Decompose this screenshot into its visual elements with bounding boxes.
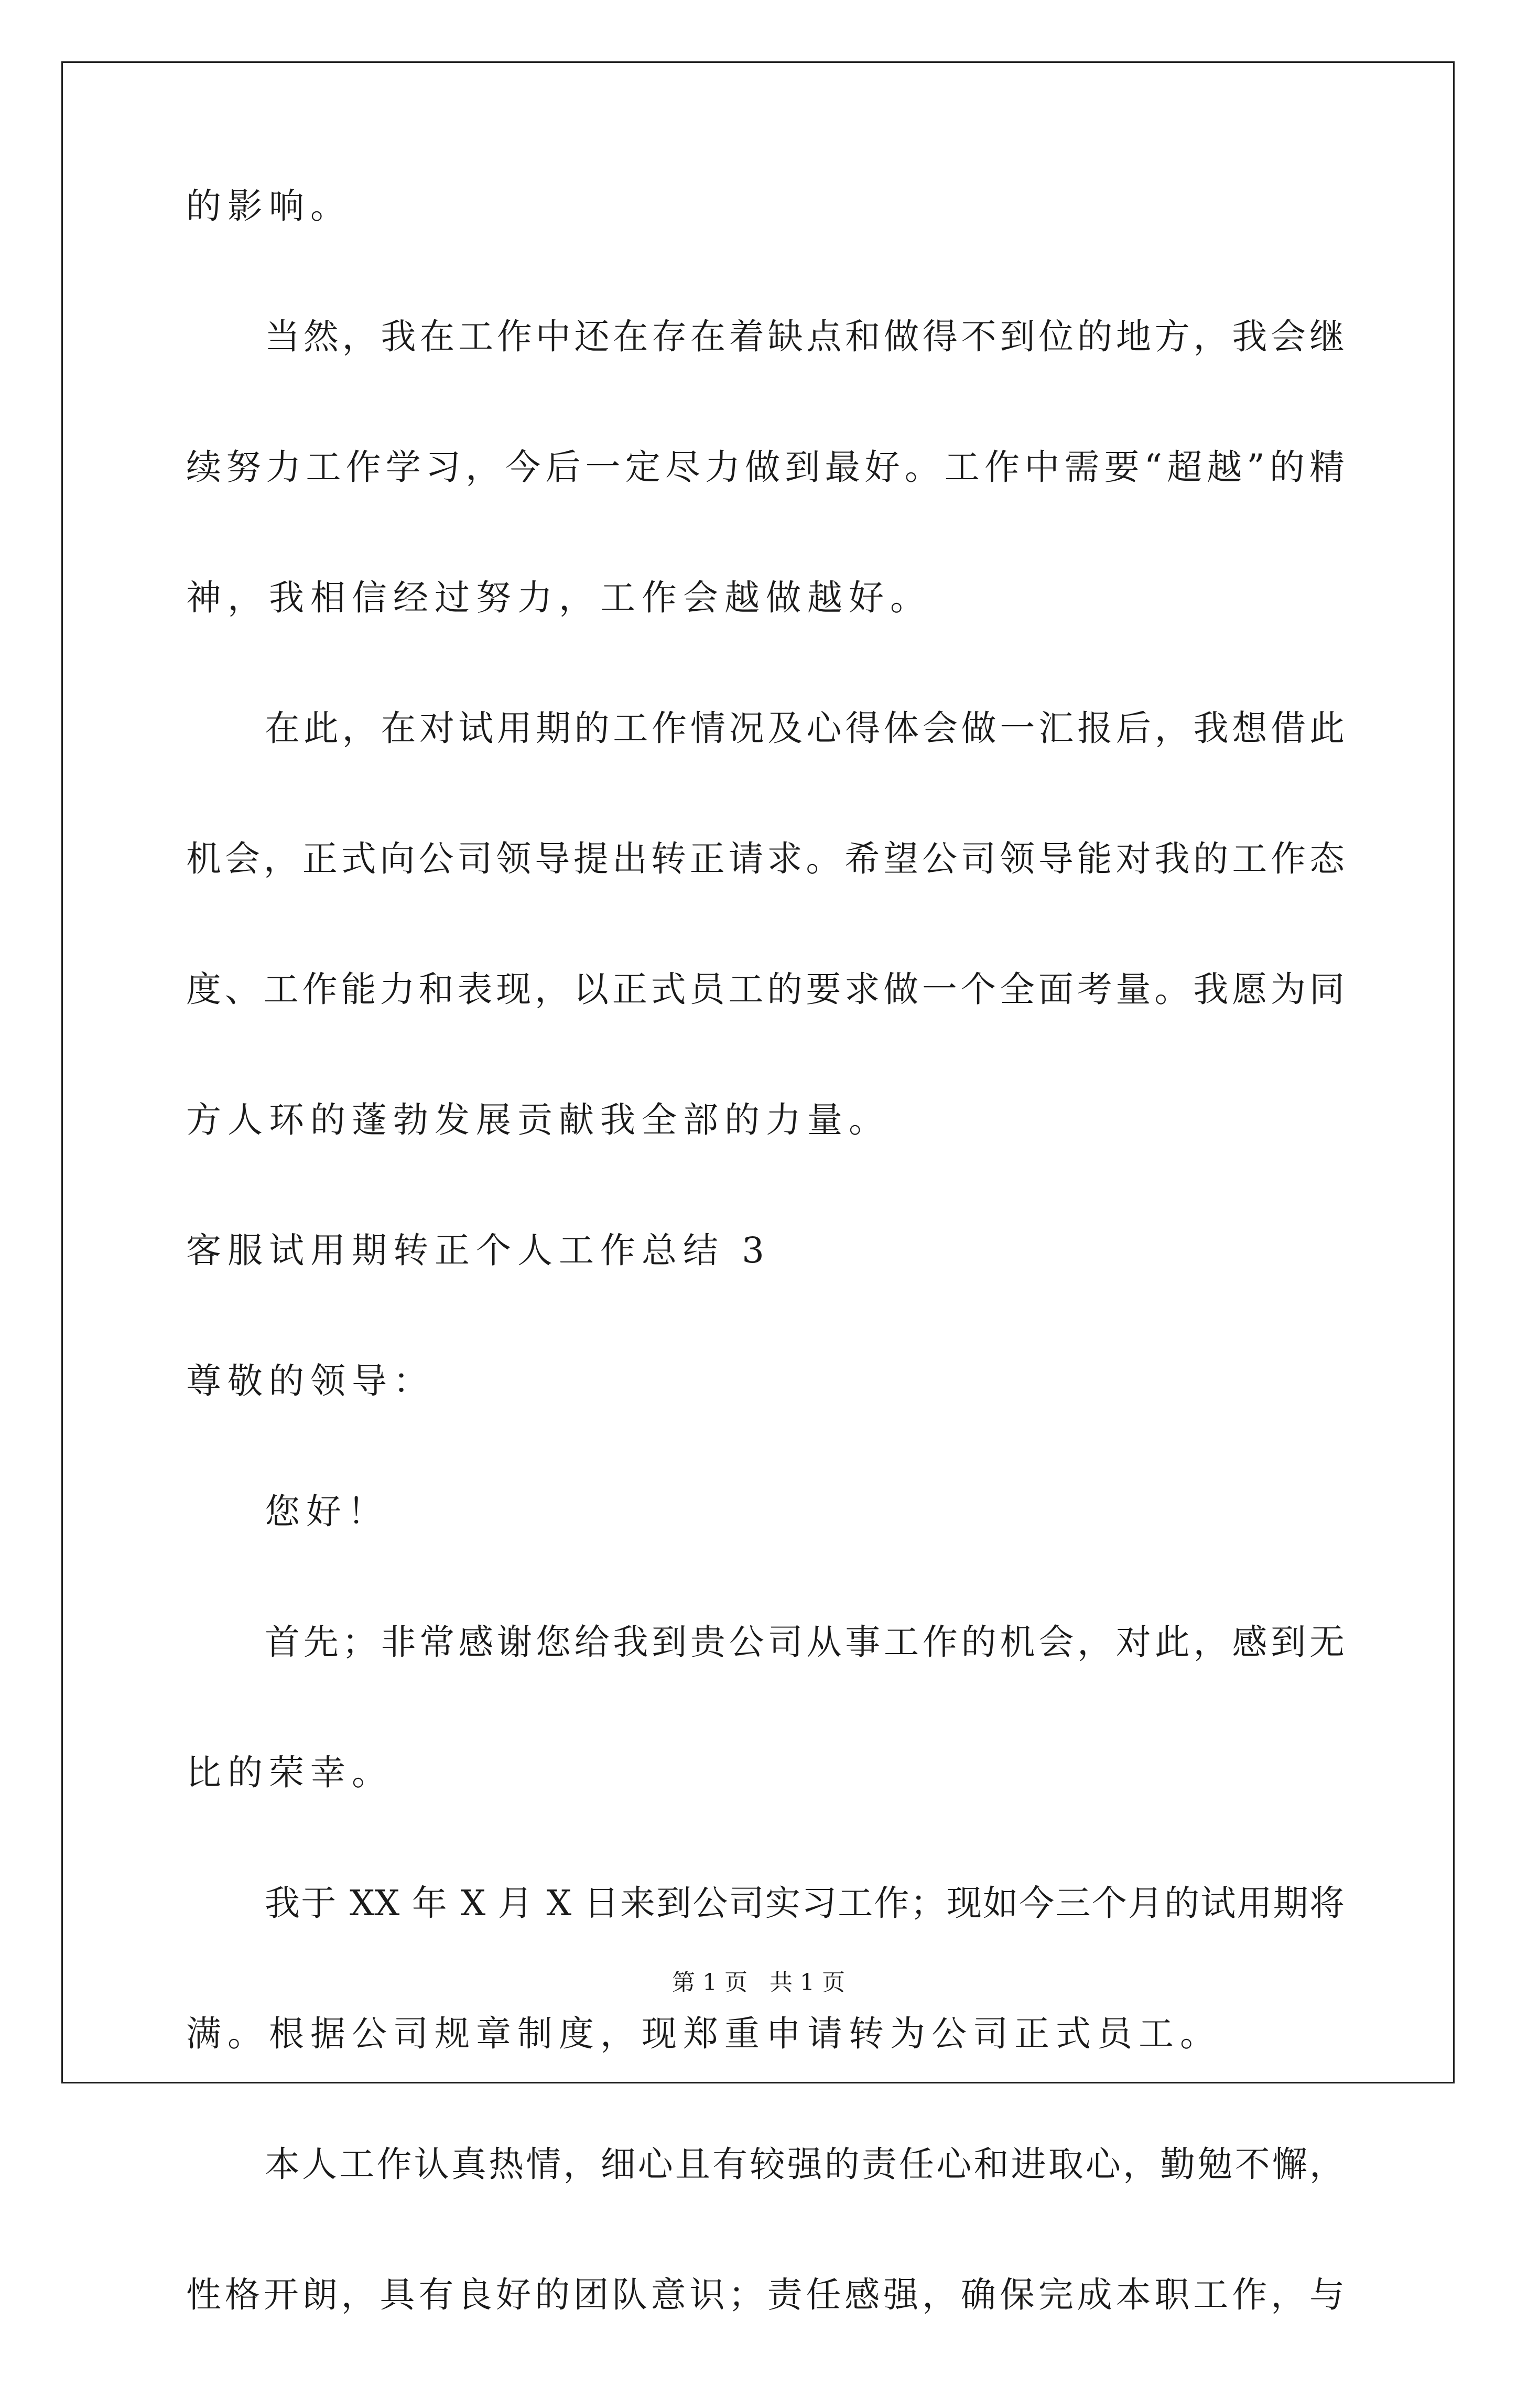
paragraph-line: 在此，在对试用期的工作情况及心得体会做一汇报后，我想借此 [265, 708, 1345, 749]
salutation: 尊敬的领导： [186, 1360, 435, 1401]
page-footer [0, 1971, 1517, 1994]
paragraph-line: 神，我相信经过努力，工作会越做越好。 [186, 577, 931, 618]
paragraph-line: 本人工作认真热情，细心且有较强的责任心和进取心，勤勉不懈， [265, 2144, 1345, 2185]
footer-spacer [747, 1969, 770, 1996]
greeting: 您好！ [265, 1491, 389, 1532]
paragraph-line: 度、工作能力和表现，以正式员工的要求做一个全面考量。我愿为同 [186, 969, 1345, 1010]
page-number: 第 1 页 [672, 1969, 748, 1996]
paragraph-line: 首先；非常感谢您给我到贵公司从事工作的机会，对此，感到无 [265, 1622, 1345, 1662]
section-heading: 客服试用期转正个人工作总结 3 [186, 1230, 771, 1271]
paragraph-line: 满。根据公司规章制度，现郑重申请转为公司正式员工。 [186, 2013, 1221, 2054]
document-body [186, 186, 1345, 2408]
paragraph-line: 当然，我在工作中还在存在着缺点和做得不到位的地方，我会继 [265, 316, 1345, 357]
paragraph-line: 的影响。 [186, 186, 352, 226]
page-total: 共 1 页 [769, 1969, 845, 1996]
paragraph-line: 我于 XX 年 X 月 X 日来到公司实习工作；现如今三个月的试用期将 [265, 1883, 1345, 1924]
paragraph-line: 方人环的蓬勃发展贡献我全部的力量。 [186, 1099, 890, 1140]
paragraph-line: 比的荣幸。 [186, 1752, 393, 1793]
paragraph-line: 机会，正式向公司领导提出转正请求。希望公司领导能对我的工作态 [186, 838, 1345, 879]
paragraph-line: 续努力工作学习，今后一定尽力做到最好。工作中需要“超越”的精 [186, 447, 1345, 488]
paragraph-line: 性格开朗，具有良好的团队意识；责任感强，确保完成本职工作，与 [186, 2274, 1345, 2315]
